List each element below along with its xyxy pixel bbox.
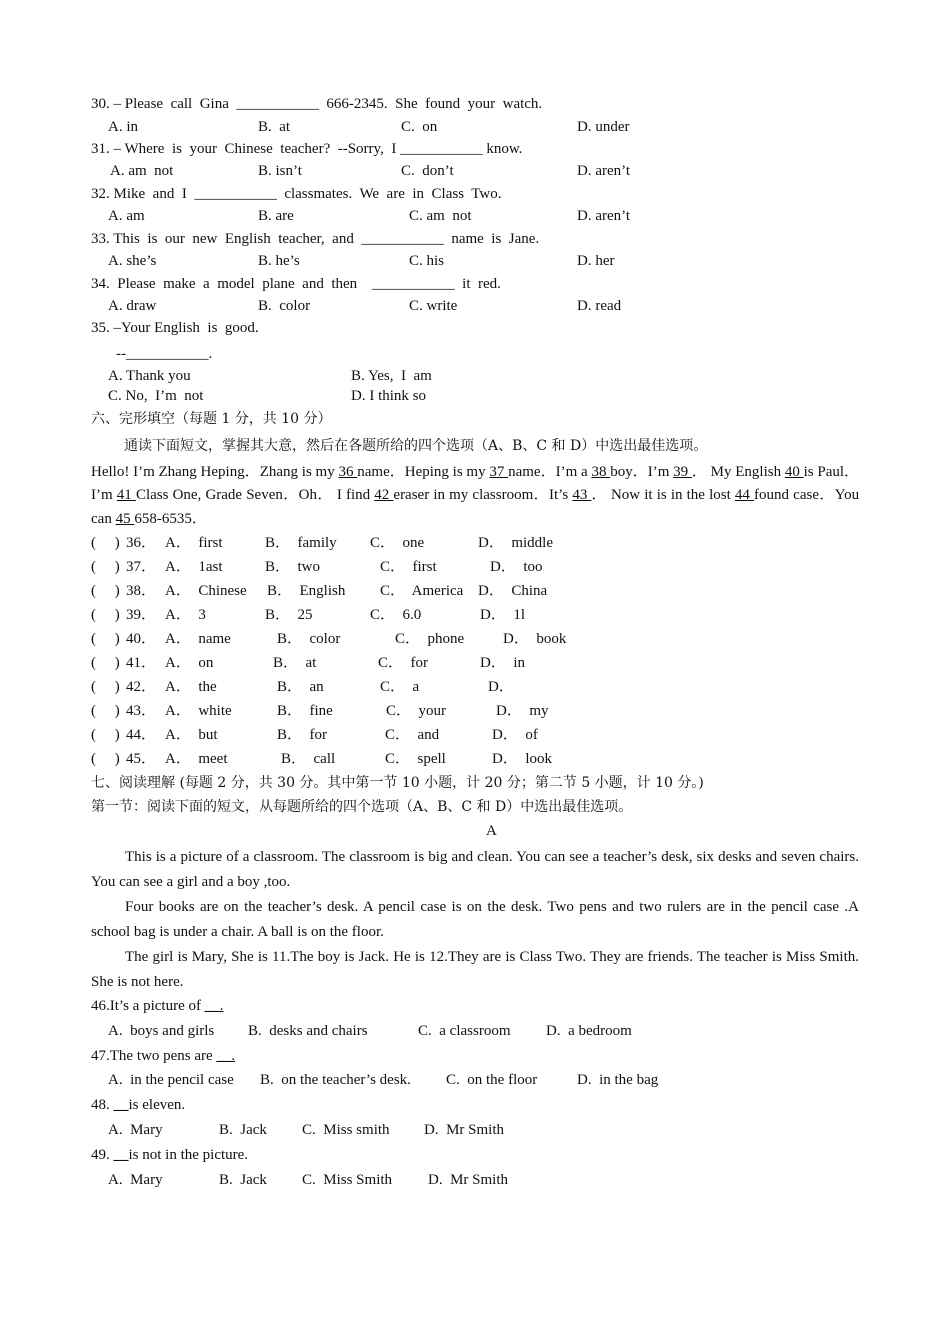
- option-d: D． my: [496, 703, 549, 719]
- question-35-stem: 35. –Your English is good.: [91, 320, 259, 336]
- option-c: C． spell: [385, 751, 446, 767]
- option-d: D. her: [577, 253, 615, 269]
- option-a: A. she’s: [108, 253, 157, 269]
- item-number: 41．: [126, 655, 157, 671]
- answer-paren[interactable]: ( ): [91, 679, 120, 695]
- option-d: D. in the bag: [577, 1072, 659, 1088]
- passage-paragraph-3: The girl is Mary, She is 11.The boy is Jack. He is 12.They are is Class Two. They are friends. The teacher is Miss Smith. She is not here.: [91, 949, 859, 990]
- option-c: C. on: [401, 119, 438, 135]
- option-b: B． fine: [277, 703, 333, 719]
- option-b: B. he’s: [258, 253, 300, 269]
- option-c: C． America: [380, 583, 464, 599]
- option-c: C. don’t: [401, 163, 454, 179]
- option-b: B. on the teacher’s desk.: [260, 1072, 411, 1088]
- option-a: A． Chinese: [165, 583, 247, 599]
- option-a: A. Mary: [108, 1122, 163, 1138]
- option-b: B． call: [281, 751, 336, 767]
- item-number: 38．: [126, 583, 157, 599]
- option-a: A． first: [165, 535, 223, 551]
- option-d: D. under: [577, 119, 630, 135]
- option-a: A． 3: [165, 607, 206, 623]
- option-d: D. Mr Smith: [424, 1122, 505, 1138]
- option-c: C． and: [385, 727, 440, 743]
- item-number: 44．: [126, 727, 157, 743]
- option-d: D． too: [490, 559, 543, 575]
- option-a: A. Mary: [108, 1172, 163, 1188]
- blank-45: 45: [115, 510, 135, 527]
- option-a: A. Thank you: [108, 368, 191, 384]
- option-c: C． for: [378, 655, 428, 671]
- blank-43: 43: [572, 487, 592, 504]
- option-c: C. No, I’m not: [108, 388, 204, 404]
- option-b: B． at: [273, 655, 317, 671]
- option-a: A． name: [165, 631, 231, 647]
- option-d: D. aren’t: [577, 208, 631, 224]
- question-30-stem: 30. – Please call Gina ___________ 666-2345. She found your watch.: [91, 96, 543, 112]
- answer-paren[interactable]: ( ): [91, 727, 120, 743]
- option-c: C. Miss Smith: [302, 1172, 393, 1188]
- passage-paragraph-1: This is a picture of a classroom. The classroom is big and clean. You can see a teacher’s desk, six desks and seven chairs. You can see a girl and a boy ,too.: [91, 849, 859, 890]
- option-c: C． one: [370, 535, 425, 551]
- option-b: B. Yes, I am: [351, 368, 432, 384]
- option-d: D. Mr Smith: [428, 1172, 509, 1188]
- item-number: 42．: [126, 679, 157, 695]
- option-b: B. color: [258, 298, 311, 314]
- answer-paren[interactable]: ( ): [91, 607, 120, 623]
- option-c: C. Miss smith: [302, 1122, 390, 1138]
- option-a: A． 1ast: [165, 559, 223, 575]
- blank-40: 40: [784, 464, 804, 480]
- option-d: D． middle: [478, 535, 553, 551]
- option-b: B. desks and chairs: [248, 1023, 368, 1039]
- option-a: A． the: [165, 679, 217, 695]
- item-number: 40．: [126, 631, 157, 647]
- option-c: C． your: [386, 703, 447, 719]
- option-b: B． 25: [265, 607, 313, 623]
- option-d: D. a bedroom: [546, 1023, 632, 1039]
- option-a: A． white: [165, 703, 232, 719]
- question-49-stem: 49. __is not in the picture.: [91, 1147, 249, 1163]
- question-33-stem: 33. This is our new English teacher, and ___________ name is Jane.: [91, 231, 540, 247]
- option-c: C． phone: [395, 631, 465, 647]
- option-b: B． two: [265, 559, 321, 575]
- option-b: B. Jack: [219, 1172, 267, 1188]
- passage-label: A: [486, 823, 497, 839]
- option-a: A． meet: [165, 751, 228, 767]
- answer-paren[interactable]: ( ): [91, 583, 120, 599]
- blank-36: 36: [338, 464, 358, 480]
- item-number: 45．: [126, 751, 157, 767]
- answer-paren[interactable]: ( ): [91, 751, 120, 767]
- section-7-heading: 七、阅读理解 (每题 2 分，共 30 分。其中第一节 10 小题，计 20 分；第二节 5 小题，计 10 分。): [91, 775, 704, 791]
- option-d: D． in: [480, 655, 526, 671]
- option-c: C． first: [380, 559, 437, 575]
- section-7-part1-instruction: 第一节：阅读下面的短文，从每题所给的四个选项（A、B、C 和 D）中选出最佳选项。: [91, 799, 633, 815]
- answer-paren[interactable]: ( ): [91, 703, 120, 719]
- option-d: D． 1l: [480, 607, 526, 623]
- question-35-reply: --___________.: [116, 346, 213, 362]
- option-b: B. isn’t: [258, 163, 302, 179]
- option-d: D. aren’t: [577, 163, 631, 179]
- item-number: 36．: [126, 535, 157, 551]
- question-31-stem: 31. – Where is your Chinese teacher? --Sorry, I ___________ know.: [91, 141, 523, 157]
- item-number: 43．: [126, 703, 157, 719]
- option-d: D．: [488, 679, 514, 695]
- option-b: B. are: [258, 208, 294, 224]
- blank-44: 44: [734, 487, 755, 504]
- question-48-stem: 48. __is eleven.: [91, 1097, 186, 1113]
- option-a: A. boys and girls: [108, 1023, 215, 1039]
- option-b: B． family: [265, 535, 337, 551]
- blank-38: 38: [591, 464, 611, 480]
- answer-paren[interactable]: ( ): [91, 655, 120, 671]
- option-a: A. am not: [110, 163, 174, 179]
- option-d: D． book: [503, 631, 567, 647]
- option-b: B. Jack: [219, 1122, 267, 1138]
- question-46-stem: 46.It’s a picture of __.: [91, 998, 224, 1014]
- answer-paren[interactable]: ( ): [91, 535, 120, 551]
- option-c: C. am not: [409, 208, 472, 224]
- option-a: A. in the pencil case: [108, 1072, 234, 1088]
- question-34-stem: 34. Please make a model plane and then ___________ it red.: [91, 276, 501, 292]
- option-c: C. write: [409, 298, 458, 314]
- option-b: B． an: [277, 679, 324, 695]
- blank-39: 39: [673, 464, 692, 480]
- option-d: D． look: [492, 751, 553, 767]
- option-d: D. read: [577, 298, 622, 314]
- cloze-passage: Hello! I’m Zhang Heping．Zhang is my 36 name．Heping is my 37 name．I’m a 38 boy．I’m 39 ． My English 40 is Paul．I’m 41 Class One, Grade Seven．Oh． I find 42 eraser in my classroom．It’s 43 ． Now it is in the lost 44 found case．You can 45 658-6535．: [91, 464, 860, 527]
- option-a: A. draw: [108, 298, 157, 314]
- option-a: A. am: [108, 208, 145, 224]
- option-d: D． China: [478, 583, 548, 599]
- option-c: C. on the floor: [446, 1072, 538, 1088]
- option-a: A. in: [108, 119, 138, 135]
- blank-42: 42: [374, 487, 394, 504]
- answer-paren[interactable]: ( ): [91, 559, 120, 575]
- option-c: C． a: [380, 679, 420, 695]
- section-6-heading: 六、完形填空（每题 1 分，共 10 分）: [91, 411, 332, 427]
- item-number: 37．: [126, 559, 157, 575]
- option-b: B． for: [277, 727, 327, 743]
- option-c: C． 6.0: [370, 607, 422, 623]
- option-a: A． but: [165, 727, 218, 743]
- blank-37: 37: [489, 464, 509, 480]
- blank-41: 41: [116, 487, 136, 504]
- option-d: D. I think so: [351, 388, 426, 404]
- option-b: B. at: [258, 119, 291, 135]
- answer-paren[interactable]: ( ): [91, 631, 120, 647]
- question-47-stem: 47.The two pens are __.: [91, 1048, 236, 1064]
- option-b: B． color: [277, 631, 341, 647]
- passage-paragraph-2: Four books are on the teacher’s desk. A pencil case is on the desk. Two pens and two rulers are in the pencil case .A school bag is under a chair. A ball is on the floor.: [91, 899, 859, 940]
- section-6-instruction: 通读下面短文，掌握其大意，然后在各题所给的四个选项（A、B、C 和 D）中选出最佳选项。: [124, 438, 708, 454]
- question-32-stem: 32. Mike and I ___________ classmates. We are in Class Two.: [91, 186, 502, 202]
- option-a: A． on: [165, 655, 214, 671]
- item-number: 39．: [126, 607, 157, 623]
- option-d: D． of: [492, 727, 538, 743]
- option-c: C. a classroom: [418, 1023, 511, 1039]
- option-b: B． English: [267, 583, 346, 599]
- option-c: C. his: [409, 253, 445, 269]
